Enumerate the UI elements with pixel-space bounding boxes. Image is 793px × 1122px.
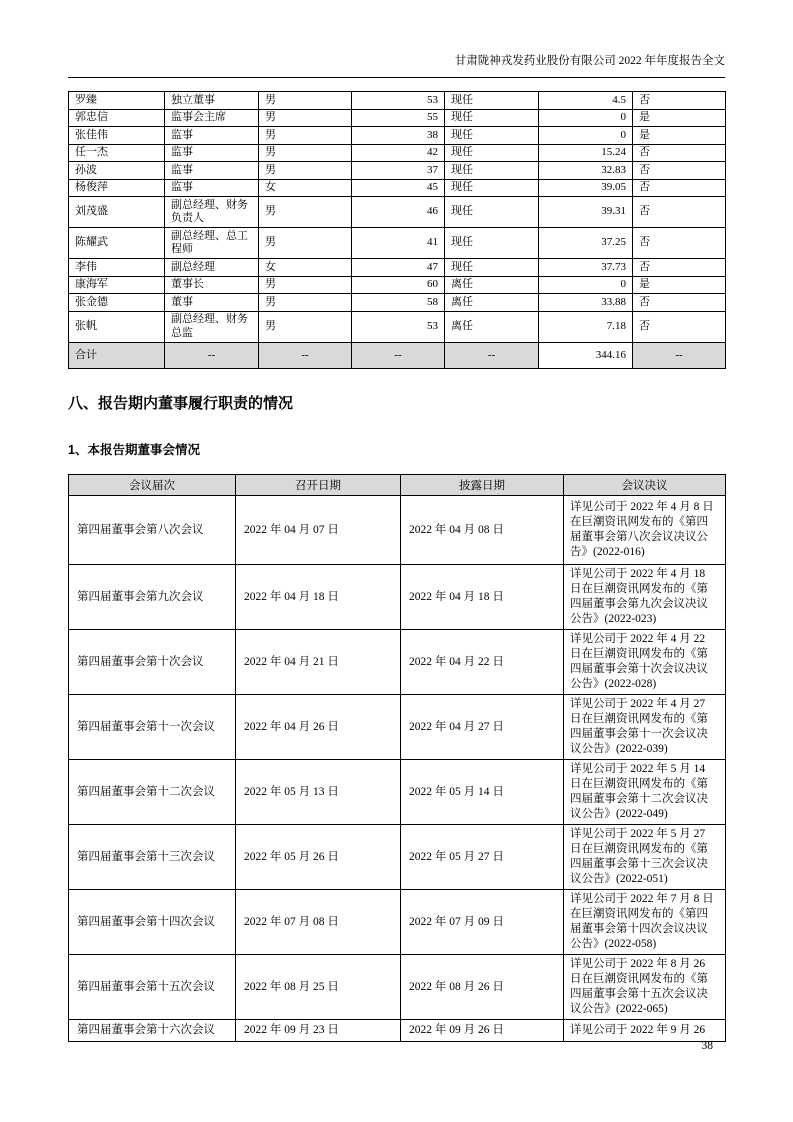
total-dash-cell: -- — [352, 342, 445, 369]
meeting-row — [69, 695, 726, 760]
officer-row — [69, 197, 726, 228]
officer-position-cell: 监事 — [165, 127, 259, 145]
meetings-header-session: 会议届次 — [69, 475, 236, 496]
meeting-held-date-cell: 2022 年 05 月 13 日 — [236, 760, 401, 825]
officer-remuneration-cell: 37.73 — [539, 259, 633, 277]
meeting-session-cell: 第四届董事会第十二次会议 — [69, 760, 236, 825]
meeting-held-date-cell: 2022 年 08 月 25 日 — [236, 955, 401, 1020]
meeting-disclosed-date-cell: 2022 年 09 月 26 日 — [401, 1020, 564, 1042]
meeting-disclosed-date-cell: 2022 年 04 月 27 日 — [401, 695, 564, 760]
officer-position-cell: 监事会主席 — [165, 109, 259, 127]
officer-remuneration-cell: 32.83 — [539, 162, 633, 180]
board-meetings-table — [68, 474, 726, 1042]
officer-position-cell: 监事 — [165, 179, 259, 197]
officer-status-cell: 现任 — [445, 162, 539, 180]
total-dash-cell: -- — [165, 342, 259, 369]
page-content — [68, 0, 725, 1042]
meeting-session-cell: 第四届董事会第十六次会议 — [69, 1020, 236, 1042]
officer-row — [69, 179, 726, 197]
officer-paid-by-related-cell: 是 — [633, 127, 726, 145]
total-dash-cell: -- — [259, 342, 352, 369]
officer-age-cell: 41 — [352, 228, 445, 259]
officer-gender-cell: 女 — [259, 179, 352, 197]
officer-status-cell: 现任 — [445, 228, 539, 259]
section-subheading: 1、本报告期董事会情况 — [68, 443, 200, 457]
officer-remuneration-cell: 39.05 — [539, 179, 633, 197]
meeting-resolution-cell: 详见公司于 2022 年 5 月 14 日在巨潮资讯网发布的《第四届董事会第十二次会议决议公告》(2022-049) — [564, 760, 726, 825]
officer-paid-by-related-cell: 否 — [633, 144, 726, 162]
total-remuneration-cell: 344.16 — [539, 342, 633, 369]
meeting-resolution-cell: 详见公司于 2022 年 8 月 26 日在巨潮资讯网发布的《第四届董事会第十五次会议决议公告》(2022-065) — [564, 955, 726, 1020]
officer-age-cell: 60 — [352, 276, 445, 294]
officer-remuneration-cell: 7.18 — [539, 311, 633, 342]
meeting-held-date-cell: 2022 年 09 月 23 日 — [236, 1020, 401, 1042]
officer-remuneration-cell: 0 — [539, 109, 633, 127]
meeting-held-date-cell: 2022 年 04 月 21 日 — [236, 630, 401, 695]
total-label-cell: 合计 — [69, 342, 165, 369]
meeting-session-cell: 第四届董事会第九次会议 — [69, 565, 236, 630]
officer-remuneration-cell: 39.31 — [539, 197, 633, 228]
officer-paid-by-related-cell: 否 — [633, 197, 726, 228]
meeting-held-date-cell: 2022 年 05 月 26 日 — [236, 825, 401, 890]
officer-row — [69, 294, 726, 312]
officer-gender-cell: 男 — [259, 294, 352, 312]
officer-row — [69, 276, 726, 294]
officer-row — [69, 311, 726, 342]
officer-paid-by-related-cell: 否 — [633, 179, 726, 197]
officer-gender-cell: 男 — [259, 311, 352, 342]
officer-name-cell: 张帆 — [69, 311, 165, 342]
officer-gender-cell: 女 — [259, 259, 352, 277]
officer-gender-cell: 男 — [259, 127, 352, 145]
officer-paid-by-related-cell: 否 — [633, 162, 726, 180]
officer-gender-cell: 男 — [259, 162, 352, 180]
meeting-resolution-cell: 详见公司于 2022 年 7 月 8 日在巨潮资讯网发布的《第四届董事会第十四次会议决议公告》(2022-058) — [564, 890, 726, 955]
officer-name-cell: 李伟 — [69, 259, 165, 277]
officer-gender-cell: 男 — [259, 276, 352, 294]
officer-age-cell: 58 — [352, 294, 445, 312]
officer-gender-cell: 男 — [259, 109, 352, 127]
meetings-header-held-date: 召开日期 — [236, 475, 401, 496]
officer-status-cell: 现任 — [445, 109, 539, 127]
meetings-table-body — [69, 496, 726, 1042]
officer-age-cell: 53 — [352, 311, 445, 342]
officer-paid-by-related-cell: 否 — [633, 294, 726, 312]
officer-name-cell: 任一杰 — [69, 144, 165, 162]
meeting-resolution-cell: 详见公司于 2022 年 4 月 8 日在巨潮资讯网发布的《第四届董事会第八次会议决议公告》(2022-016) — [564, 496, 726, 565]
officer-status-cell: 现任 — [445, 179, 539, 197]
total-dash-cell: -- — [633, 342, 726, 369]
meeting-session-cell: 第四届董事会第十次会议 — [69, 630, 236, 695]
officer-position-cell: 独立董事 — [165, 92, 259, 110]
officer-remuneration-cell: 0 — [539, 127, 633, 145]
officer-remuneration-cell: 0 — [539, 276, 633, 294]
officers-table-body — [69, 92, 726, 343]
officer-paid-by-related-cell: 是 — [633, 276, 726, 294]
meeting-row — [69, 955, 726, 1020]
officer-remuneration-cell: 15.24 — [539, 144, 633, 162]
meeting-session-cell: 第四届董事会第八次会议 — [69, 496, 236, 565]
officer-status-cell: 现任 — [445, 127, 539, 145]
officer-gender-cell: 男 — [259, 197, 352, 228]
total-dash-cell: -- — [445, 342, 539, 369]
officer-name-cell: 罗臻 — [69, 92, 165, 110]
page-header — [68, 0, 725, 78]
officer-age-cell: 37 — [352, 162, 445, 180]
officer-status-cell: 离任 — [445, 311, 539, 342]
officer-status-cell: 现任 — [445, 144, 539, 162]
meeting-row — [69, 890, 726, 955]
officer-name-cell: 张金德 — [69, 294, 165, 312]
officer-paid-by-related-cell: 否 — [633, 311, 726, 342]
officer-gender-cell: 男 — [259, 144, 352, 162]
officers-compensation-table — [68, 91, 726, 369]
meeting-disclosed-date-cell: 2022 年 04 月 22 日 — [401, 630, 564, 695]
officer-position-cell: 董事 — [165, 294, 259, 312]
officer-remuneration-cell: 4.5 — [539, 92, 633, 110]
meeting-held-date-cell: 2022 年 07 月 08 日 — [236, 890, 401, 955]
meetings-header-row — [69, 475, 726, 496]
officer-name-cell: 孙波 — [69, 162, 165, 180]
officer-age-cell: 47 — [352, 259, 445, 277]
officer-age-cell: 38 — [352, 127, 445, 145]
meeting-disclosed-date-cell: 2022 年 04 月 08 日 — [401, 496, 564, 565]
officer-age-cell: 42 — [352, 144, 445, 162]
officer-name-cell: 郭忠信 — [69, 109, 165, 127]
officer-row — [69, 127, 726, 145]
officer-row — [69, 259, 726, 277]
meeting-session-cell: 第四届董事会第十一次会议 — [69, 695, 236, 760]
officer-status-cell: 现任 — [445, 259, 539, 277]
meeting-row — [69, 496, 726, 565]
meeting-held-date-cell: 2022 年 04 月 26 日 — [236, 695, 401, 760]
officer-gender-cell: 男 — [259, 92, 352, 110]
page-number: 38 — [701, 1040, 713, 1052]
meeting-disclosed-date-cell: 2022 年 05 月 27 日 — [401, 825, 564, 890]
officer-row — [69, 109, 726, 127]
meetings-header-resolution: 会议决议 — [564, 475, 726, 496]
meeting-resolution-cell: 详见公司于 2022 年 4 月 18 日在巨潮资讯网发布的《第四届董事会第九次会议决议公告》(2022-023) — [564, 565, 726, 630]
officer-position-cell: 监事 — [165, 144, 259, 162]
meeting-session-cell: 第四届董事会第十五次会议 — [69, 955, 236, 1020]
officer-row — [69, 162, 726, 180]
meeting-row — [69, 1020, 726, 1042]
meeting-disclosed-date-cell: 2022 年 04 月 18 日 — [401, 565, 564, 630]
officer-position-cell: 副总经理、总工程师 — [165, 228, 259, 259]
officer-paid-by-related-cell: 否 — [633, 259, 726, 277]
officer-position-cell: 副总经理、财务总监 — [165, 311, 259, 342]
officer-remuneration-cell: 37.25 — [539, 228, 633, 259]
officer-status-cell: 现任 — [445, 92, 539, 110]
meeting-resolution-cell: 详见公司于 2022 年 9 月 26 — [564, 1020, 726, 1042]
officer-paid-by-related-cell: 否 — [633, 92, 726, 110]
officer-row — [69, 228, 726, 259]
officer-age-cell: 53 — [352, 92, 445, 110]
meeting-resolution-cell: 详见公司于 2022 年 4 月 22 日在巨潮资讯网发布的《第四届董事会第十次会议决议公告》(2022-028) — [564, 630, 726, 695]
officer-status-cell: 离任 — [445, 276, 539, 294]
meeting-disclosed-date-cell: 2022 年 08 月 26 日 — [401, 955, 564, 1020]
officer-status-cell: 现任 — [445, 197, 539, 228]
meeting-resolution-cell: 详见公司于 2022 年 4 月 27 日在巨潮资讯网发布的《第四届董事会第十一次会议决议公告》(2022-039) — [564, 695, 726, 760]
meeting-held-date-cell: 2022 年 04 月 07 日 — [236, 496, 401, 565]
section-heading: 八、报告期内董事履行职责的情况 — [68, 395, 294, 412]
officer-name-cell: 杨俊萍 — [69, 179, 165, 197]
meeting-session-cell: 第四届董事会第十三次会议 — [69, 825, 236, 890]
report-header-title: 甘肃陇神戎发药业股份有限公司 2022 年年度报告全文 — [454, 55, 725, 67]
meeting-row — [69, 565, 726, 630]
officer-paid-by-related-cell: 否 — [633, 228, 726, 259]
meeting-held-date-cell: 2022 年 04 月 18 日 — [236, 565, 401, 630]
meeting-row — [69, 825, 726, 890]
officer-age-cell: 46 — [352, 197, 445, 228]
meeting-row — [69, 630, 726, 695]
officer-position-cell: 副总经理、财务负责人 — [165, 197, 259, 228]
officer-name-cell: 陈耀武 — [69, 228, 165, 259]
meeting-row — [69, 760, 726, 825]
officer-position-cell: 副总经理 — [165, 259, 259, 277]
officer-position-cell: 董事长 — [165, 276, 259, 294]
officer-name-cell: 刘茂盛 — [69, 197, 165, 228]
officer-age-cell: 45 — [352, 179, 445, 197]
officer-name-cell: 康海军 — [69, 276, 165, 294]
officer-name-cell: 张佳伟 — [69, 127, 165, 145]
officers-total-row — [69, 342, 726, 369]
officer-gender-cell: 男 — [259, 228, 352, 259]
officer-paid-by-related-cell: 是 — [633, 109, 726, 127]
officer-age-cell: 55 — [352, 109, 445, 127]
officer-remuneration-cell: 33.88 — [539, 294, 633, 312]
officer-row — [69, 92, 726, 110]
officer-row — [69, 144, 726, 162]
meeting-disclosed-date-cell: 2022 年 05 月 14 日 — [401, 760, 564, 825]
officer-status-cell: 离任 — [445, 294, 539, 312]
meeting-disclosed-date-cell: 2022 年 07 月 09 日 — [401, 890, 564, 955]
meeting-session-cell: 第四届董事会第十四次会议 — [69, 890, 236, 955]
officer-position-cell: 监事 — [165, 162, 259, 180]
meetings-header-disclosed-date: 披露日期 — [401, 475, 564, 496]
meeting-resolution-cell: 详见公司于 2022 年 5 月 27 日在巨潮资讯网发布的《第四届董事会第十三次会议决议公告》(2022-051) — [564, 825, 726, 890]
